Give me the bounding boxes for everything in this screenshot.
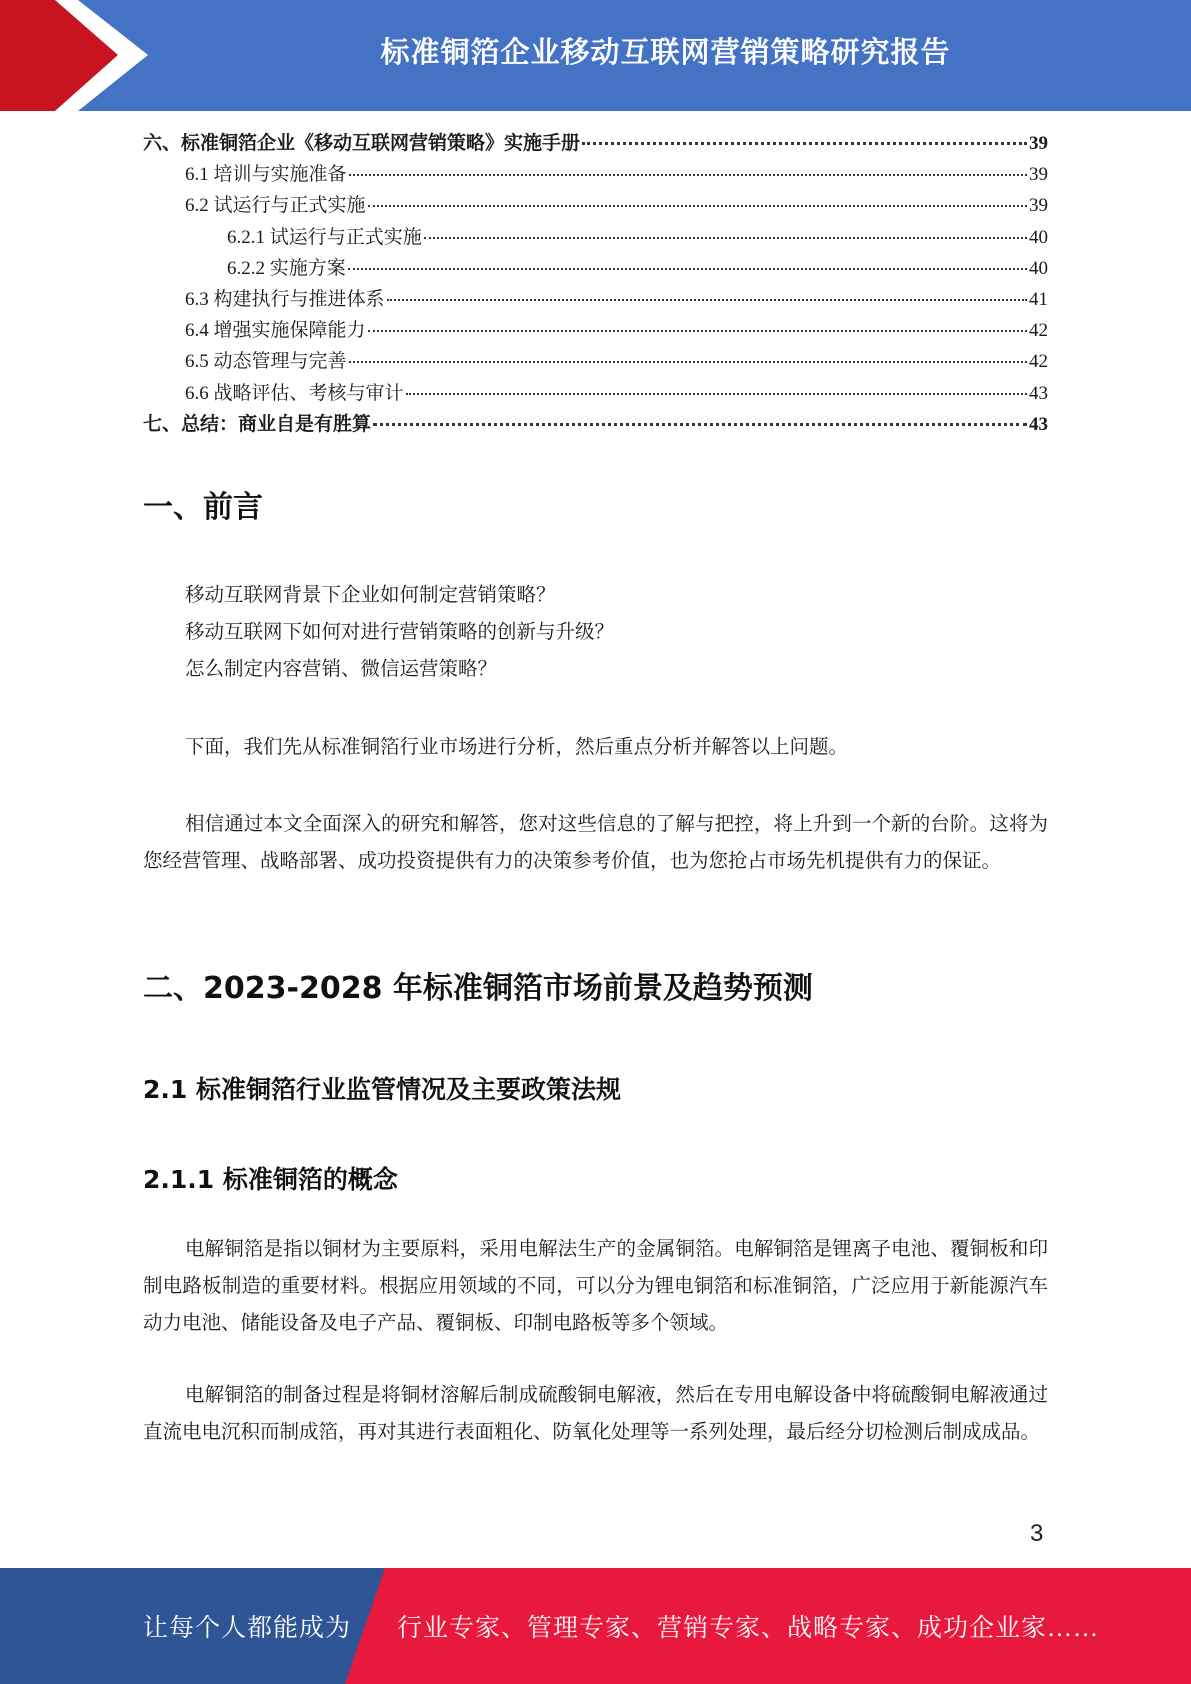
question-item: 移动互联网背景下企业如何制定营销策略？ (185, 585, 556, 606)
toc-entry-label: 6.3 构建执行与推进体系 (185, 288, 385, 310)
footer-slogan-right: 行业专家、管理专家、营销专家、战略专家、成功企业家…… (397, 1615, 1100, 1642)
toc-entry-label: 6.2.2 实施方案 (227, 257, 346, 279)
toc-leader-dots (368, 205, 1027, 207)
toc-leader-dots (348, 268, 1027, 270)
toc-entry[interactable] (143, 378, 1048, 409)
toc-entry[interactable] (143, 284, 1048, 315)
page-footer (0, 1568, 1191, 1684)
toc-entry-page: 39 (1029, 195, 1048, 217)
intro-paragraph: 下面，我们先从标准铜箔行业市场进行分析，然后重点分析并解答以上问题。 (185, 737, 849, 758)
toc-leader-dots (387, 299, 1027, 301)
toc-entry-page: 39 (1029, 133, 1048, 154)
table-of-contents (143, 128, 1048, 440)
toc-entry[interactable] (143, 128, 1048, 159)
toc-leader-dots (424, 237, 1027, 239)
concept-paragraph-1: 电解铜箔是指以铜材为主要原料，采用电解法生产的金属铜箔。电解铜箔是锂离子电池、覆铜板和印制电路板制造的重要材料。根据应用领域的不同，可以分为锂电铜箔和标准铜箔，广泛应用于新能源汽车动力电池、储能设备及电子产品、覆铜板、印制电路板等多个领域。 (143, 1239, 1048, 1334)
toc-leader-dots (349, 361, 1027, 363)
toc-entry-page: 40 (1029, 226, 1048, 248)
toc-entry-label: 七、总结：商业自是有胜算 (143, 413, 372, 435)
report-title: 标准铜箔企业移动互联网营销策略研究报告 (380, 34, 951, 69)
toc-entry-label: 6.2 试运行与正式实施 (185, 195, 366, 217)
toc-entry-page: 39 (1029, 164, 1048, 186)
toc-leader-dots (373, 423, 1027, 426)
toc-entry-page: 41 (1029, 288, 1048, 310)
toc-entry-page: 43 (1029, 382, 1048, 404)
toc-entry[interactable] (143, 159, 1048, 190)
toc-leader-dots (368, 330, 1027, 332)
toc-leader-dots (582, 142, 1027, 145)
toc-entry-label: 六、标准铜箔企业《移动互联网营销策略》实施手册 (143, 133, 581, 154)
toc-entry[interactable] (143, 409, 1048, 440)
question-item: 移动互联网下如何对进行营销策略的创新与升级？ (185, 622, 615, 643)
preface-heading: 一、前言 (143, 490, 263, 525)
concept-paragraph-2: 电解铜箔的制备过程是将铜材溶解后制成硫酸铜电解液，然后在专用电解设备中将硫酸铜电解液通过直流电电沉积而制成箔，再对其进行表面粗化、防氧化处理等一系列处理，最后经分切检测后制成成品。 (143, 1385, 1048, 1443)
toc-entry-page: 42 (1029, 320, 1048, 342)
page-number: 3 (1030, 1520, 1044, 1547)
toc-leader-dots (406, 393, 1027, 395)
toc-entry-label: 6.2.1 试运行与正式实施 (227, 226, 422, 248)
toc-entry[interactable] (143, 190, 1048, 221)
belief-paragraph: 相信通过本文全面深入的研究和解答，您对这些信息的了解与把控，将上升到一个新的台阶。这将为您经营管理、战略部署、成功投资提供有力的决策参考价值，也为您抢占市场先机提供有力的保证。 (143, 814, 1048, 872)
question-list (185, 577, 614, 688)
toc-entry-label: 6.5 动态管理与完善 (185, 351, 347, 373)
toc-entry-page: 42 (1029, 351, 1048, 373)
section-2-1-1-heading: 2.1.1 标准铜箔的概念 (143, 1165, 398, 1194)
footer-slogan-left: 让每个人都能成为 (143, 1615, 352, 1642)
question-item: 怎么制定内容营销、微信运营策略？ (185, 659, 498, 680)
toc-entry[interactable] (143, 315, 1048, 346)
toc-leader-dots (349, 174, 1027, 176)
toc-entry-page: 40 (1029, 257, 1048, 279)
toc-entry-label: 6.1 培训与实施准备 (185, 164, 347, 186)
section-2-1-heading: 2.1 标准铜箔行业监管情况及主要政策法规 (143, 1075, 621, 1104)
page-header (0, 0, 1191, 111)
toc-entry[interactable] (143, 222, 1048, 253)
toc-entry-label: 6.4 增强实施保障能力 (185, 320, 366, 342)
toc-entry-label: 6.6 战略评估、考核与审计 (185, 382, 404, 404)
toc-entry-page: 43 (1029, 413, 1048, 435)
chapter-2-heading: 二、2023-2028 年标准铜箔市场前景及趋势预测 (143, 971, 813, 1006)
toc-entry[interactable] (143, 346, 1048, 377)
toc-entry[interactable] (143, 253, 1048, 284)
